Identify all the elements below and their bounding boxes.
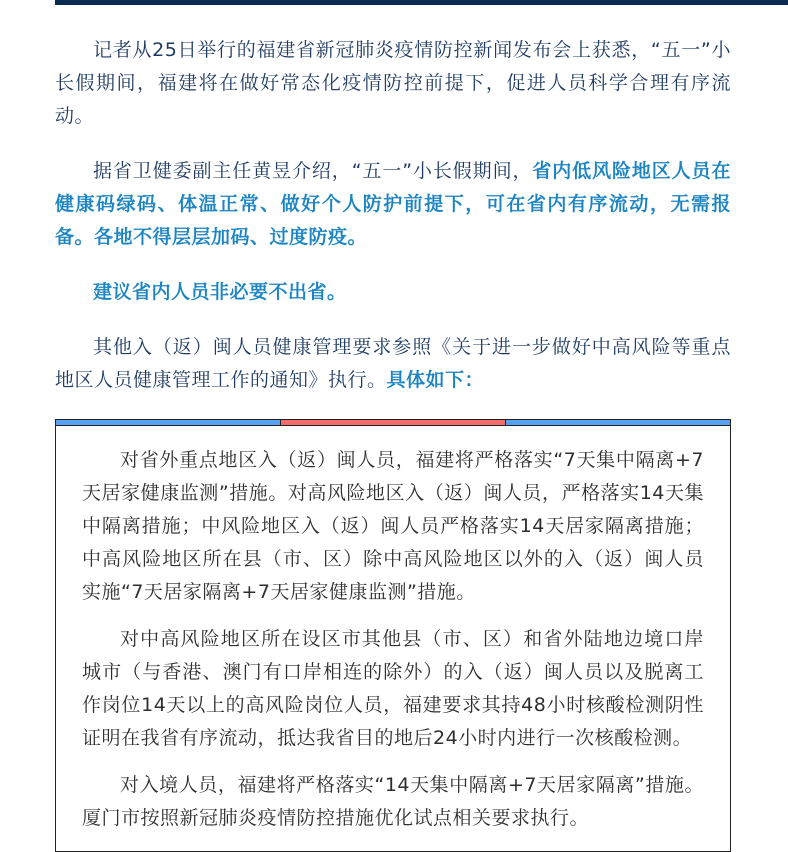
paragraph-policy-lead: 据省卫健委副主任黄昱介绍，“五一”小长假期间， xyxy=(93,160,533,182)
notice-box-body xyxy=(56,426,730,851)
paragraph-reference xyxy=(55,331,731,397)
deco-segment-blue-right xyxy=(506,420,730,425)
notice-paragraph-border-cities: 对中高风险地区所在设区市其他县（市、区）和省外陆地边境口岸城市（与香港、澳门有口岸相连的除外）的入（返）闽人员以及脱离工作岗位14天以上的高风险岗位人员，福建要求其持48小时核酸检测阴性证明在我省有序流动，抵达我省目的地后24小时内进行一次核酸检测。 xyxy=(82,628,704,749)
paragraph-reference-lead: 其他入（返）闽人员健康管理要求参照《关于进一步做好中高风险等重点地区人员健康管理工作的通知》执行。 xyxy=(55,336,731,391)
deco-segment-red-middle xyxy=(280,420,506,425)
paragraph-policy xyxy=(55,155,731,254)
paragraph-advice-emphasis: 建议省内人员非必要不出省。 xyxy=(93,281,347,303)
notice-box xyxy=(55,419,731,852)
notice-paragraph-inbound: 对入境人员，福建将严格落实“14天集中隔离+7天居家隔离”措施。厦门市按照新冠肺炎疫情防控措施优化试点相关要求执行。 xyxy=(82,774,704,829)
article-body xyxy=(55,0,731,852)
paragraph-intro xyxy=(55,34,731,133)
paragraph-intro-text: 记者从25日举行的福建省新冠肺炎疫情防控新闻发布会上获悉，“五一”小长假期间，福建将在做好常态化疫情防控前提下，促进人员科学合理有序流动。 xyxy=(55,39,731,127)
paragraph-policy-emphasis: 省内低风险地区人员在健康码绿码、体温正常、做好个人防护前提下，可在省内有序流动，无需报备。各地不得层层加码、过度防疫。 xyxy=(55,160,731,248)
paragraph-advice xyxy=(55,276,731,309)
notice-paragraph-out-of-province: 对省外重点地区入（返）闽人员，福建将严格落实“7天集中隔离+7天居家健康监测”措施。对高风险地区入（返）闽人员，严格落实14天集中隔离措施；中风险地区入（返）闽人员严格落实14天居家隔离措施；中高风险地区所在县（市、区）除中高风险地区以外的入（返）闽人员实施“7天居家隔离+7天居家健康监测”措施。 xyxy=(82,449,704,603)
deco-segment-blue-left xyxy=(56,420,280,425)
paragraph-reference-emphasis: 具体如下： xyxy=(386,369,485,391)
